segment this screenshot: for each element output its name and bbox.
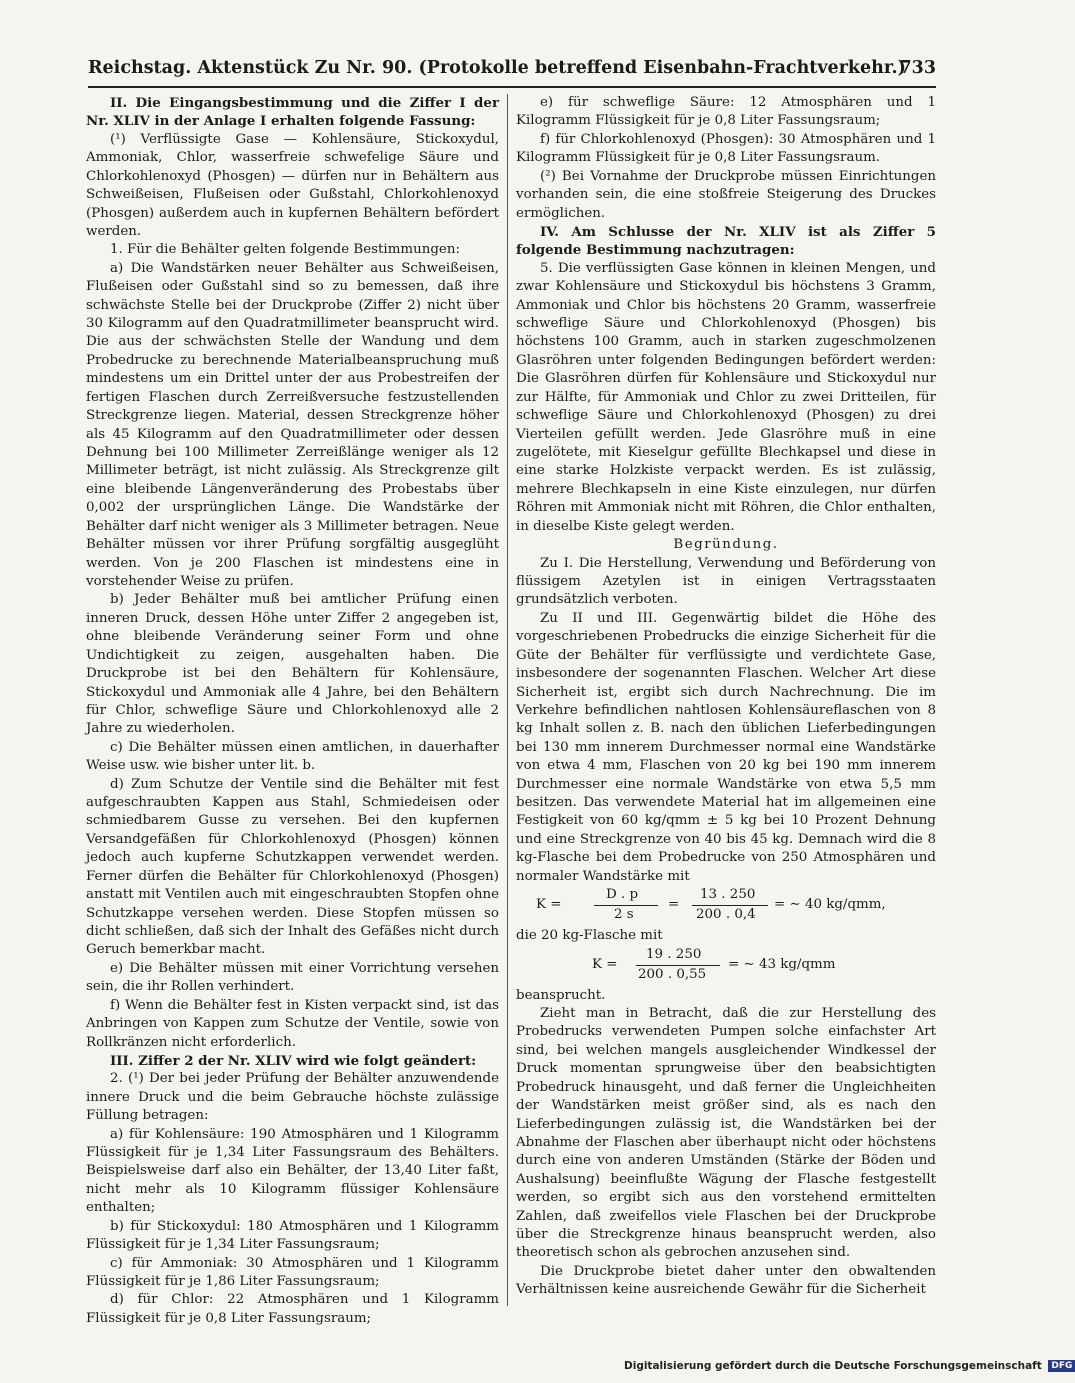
formula-denominator: 200 . 0,4	[696, 907, 756, 923]
left-column	[86, 94, 499, 1328]
section-heading-begruendung: Begründung.	[673, 537, 779, 553]
paragraph: b) für Stickoxydul: 180 Atmosphären und 1 Kilogramm Flüssigkeit für je 1,34 Liter Fassungsraum;	[86, 1218, 499, 1253]
paragraph: Zu I. Die Herstellung, Verwendung und Beförderung von flüssigem Azetylen ist in einigen Vertragsstaaten grundsätzlich verboten.	[516, 555, 936, 608]
paragraph: (²) Bei Vornahme der Druckprobe müssen Einrichtungen vorhanden sein, die eine stoßfreie Steigerung des Druckes ermöglichen.	[516, 168, 936, 221]
formula-denominator: 2 s	[614, 907, 634, 923]
header-rule	[88, 86, 936, 88]
paragraph: e) für schweflige Säure: 12 Atmosphären und 1 Kilogramm Flüssigkeit für je 0,8 Liter Fassungsraum;	[516, 95, 936, 129]
dfg-logo: DFG	[1048, 1360, 1075, 1372]
paragraph: die 20 kg-Flasche mit	[516, 928, 663, 944]
formula-k: K =	[592, 956, 618, 972]
page-header	[88, 58, 936, 86]
section-heading-ii: II. Die Eingangsbestimmung und die Ziffer I der Nr. XLIV in der Anlage I erhalten folgende Fassung:	[86, 95, 499, 130]
paragraph: c) für Ammoniak: 30 Atmosphären und 1 Kilogramm Flüssigkeit für je 1,86 Liter Fassungsraum;	[86, 1255, 499, 1289]
paragraph: Zu II und III. Gegenwärtig bildet die Höhe des vorgeschriebenen Probedrucks die einzige Sicherheit für die Güte der Behälter für verflüssigte und verdichtete Gase, insbesondere der sogenannten Flaschen. Welcher Art diese Sicherheit ist, ergibt sich durch Nachrechnung. Die im Verkehre befindlichen nahtlosen Kohlensäureflaschen von 8 kg Inhalt sollen z. B. nach den üblichen Lieferbedingungen bei 130 mm innerem Durchmesser normal eine Wandstärke von etwa 4 mm, Flaschen von 20 kg bei 190 mm innerem Durchmesser eine normale Wandstärke von etwa 5,5 mm besitzen. Das verwendete Material hat im allgemeinen eine Festigkeit von 60 kg/qmm ± 5 kg bei 10 Prozent Dehnung und eine Streckgrenze von 40 bis 45 kg. Demnach wird die 8 kg-Flasche bei dem Probedrucke von 250 Atmosphären und normaler Wandstärke mit	[516, 610, 936, 884]
paragraph: f) für Chlorkohlenoxyd (Phosgen): 30 Atmosphären und 1 Kilogramm Flüssigkeit für je 0,8 Liter Fassungsraum.	[516, 131, 936, 166]
formula-result: = ∼ 40 kg/qmm,	[774, 897, 886, 913]
formula-k: K =	[536, 897, 562, 913]
funding-notice	[624, 1360, 1073, 1378]
paragraph: b) Jeder Behälter muß bei amtlicher Prüfung einen inneren Druck, dessen Höhe unter Ziffer 2 angegeben ist, ohne bleibende Veränderung seiner Form und ohne Undichtigkeit zu zeigen, ausgehalten haben. Die Druckprobe ist bei den Behältern für Kohlensäure, Stickoxydul und Ammoniak alle 4 Jahre, bei den Behältern für Chlor, schweflige Säure und Chlorkohlenoxyd alle 2 Jahre zu wiederholen.	[86, 592, 499, 737]
paragraph: d) für Chlor: 22 Atmosphären und 1 Kilogramm Flüssigkeit für je 0,8 Liter Fassungsraum;	[86, 1292, 499, 1326]
column-divider	[507, 94, 508, 1306]
paragraph: f) Wenn die Behälter fest in Kisten verpackt sind, ist das Anbringen von Kappen zum Schutze der Ventile, sowie von Rollkränzen nicht erforderlich.	[86, 997, 499, 1050]
paragraph: 1. Für die Behälter gelten folgende Bestimmungen:	[110, 242, 460, 258]
paragraph: a) für Kohlensäure: 190 Atmosphären und 1 Kilogramm Flüssigkeit für je 1,34 Liter Fassungsraum des Behälters. Beispielsweise darf also ein Behälter, der 13,40 Liter faßt, nicht mehr als 10 Kilogramm flüssiger Kohlensäure enthalten;	[86, 1126, 499, 1216]
formula-20kg	[516, 946, 936, 987]
formula-equals: =	[668, 897, 680, 913]
paragraph: c) Die Behälter müssen einen amtlichen, in dauerhafter Weise usw. wie bisher unter lit. b.	[86, 739, 499, 774]
paragraph: beansprucht.	[516, 987, 606, 1003]
paragraph: e) Die Behälter müssen mit einer Vorrichtung versehen sein, die ihr Rollen verhindert.	[86, 960, 499, 995]
section-heading-iv: IV. Am Schlusse der Nr. XLIV ist als Ziffer 5 folgende Bestimmung nachzutragen:	[516, 223, 936, 259]
formula-numerator: 13 . 250	[700, 887, 756, 903]
formula-denominator: 200 . 0,55	[638, 966, 707, 982]
section-heading-iii: III. Ziffer 2 der Nr. XLIV wird wie folgt geändert:	[110, 1052, 477, 1069]
paragraph: Zieht man in Betracht, daß die zur Herstellung des Probedrucks verwendeten Pumpen solche einfachster Art sind, bei welchen mangels ausgleichender Windkessel der Druck momentan sprungweise über den beabsichtigten Probedruck hinausgeht, und daß ferner die Ungleichheiten der Wandstärken meist größer sind, als es nach den Lieferbedingungen zulässig ist, die Wandstärken bei der Abnahme der Flaschen aber überhaupt nicht oder höchstens durch eine von anderen Umständen (Stärke der Böden und Aushalsung) beeinflußte Wägung der Flasche festgestellt werden, so ergibt sich aus den vorstehend ermittelten Zahlen, daß zweifellos viele Flaschen bei der Druckprobe über die Streckgrenze hinaus beansprucht werden, also theoretisch schon als gebrochen anzusehen sind.	[516, 1005, 936, 1261]
funding-text: Digitalisierung gefördert durch die Deutsche Forschungsgemeinschaft	[624, 1360, 1042, 1372]
paragraph: Die Druckprobe bietet daher unter den obwaltenden Verhältnissen keine ausreichende Gewähr für die Sicherheit	[516, 1263, 936, 1298]
running-title: Reichstag. Aktenstück Zu Nr. 90. (Protokolle betreffend Eisenbahn-Frachtverkehr.)	[88, 58, 906, 78]
paragraph: a) Die Wandstärken neuer Behälter aus Schweißeisen, Flußeisen oder Gußstahl sind so zu bemessen, daß ihre schwächste Stelle bei der Druckprobe (Ziffer 2) nicht über 30 Kilogramm auf den Quadratmillimeter beansprucht wird. Die aus der schwächsten Stelle der Wandung und dem Probedrucke zu berechnende Materialbeanspruchung muß mindestens um ein Drittel unter der aus Probestreifen der fertigen Flaschen durch Zerreißversuche festzustellenden Streckgrenze liegen. Material, dessen Streckgrenze höher als 45 Kilogramm auf den Quadratmillimeter oder dessen Dehnung bei 100 Millimeter Zerreißlänge weniger als 12 Millimeter beträgt, ist nicht zulässig. Als Streckgrenze gilt eine bleibende Längenveränderung des Probestabs über 0,002 der ursprünglichen Länge. Die Wandstärke der Behälter darf nicht weniger als 3 Millimeter betragen. Neue Behälter müssen vor ihrer Prüfung sorgfältig ausgeglüht werden. Von je 200 Flaschen ist mindestens eine in vorstehender Weise zu prüfen.	[86, 260, 499, 589]
formula-numerator: 19 . 250	[646, 946, 702, 962]
right-column	[516, 94, 936, 1300]
paragraph: (¹) Verflüssigte Gase — Kohlensäure, Stickoxydul, Ammoniak, Chlor, wasserfreie schwefelige Säure und Chlorkohlenoxyd (Phosgen) — dürfen nur in Behältern aus Schweißeisen, Flußeisen oder Gußstahl, Chlorkohlenoxyd (Phosgen) außerdem auch in kupfernen Behältern befördert werden.	[86, 131, 499, 239]
formula-8kg	[516, 886, 936, 927]
paragraph: 2. (¹) Der bei jeder Prüfung der Behälter anzuwendende innere Druck und die beim Gebrauche höchste zulässige Füllung betragen:	[86, 1071, 499, 1124]
formula-numerator: D . p	[606, 887, 639, 903]
page-number: 733	[899, 58, 936, 78]
formula-result: = ∼ 43 kg/qmm	[728, 956, 836, 972]
paragraph: d) Zum Schutze der Ventile sind die Behälter mit fest aufgeschraubten Kappen aus Stahl, Schmiedeisen oder schmiedbarem Gusse zu versehen. Bei den kupfernen Versandgefäßen für Chlorkohlenoxyd (Phosgen) können jedoch auch kupferne Schutzkappen verwendet werden. Ferner dürfen die Behälter für Chlorkohlenoxyd (Phosgen) anstatt mit Ventilen auch mit eingeschraubten Stopfen ohne Schutzkappe versehen werden. Diese Stopfen müssen so dicht schließen, daß sich der Inhalt des Gefäßes nicht durch Geruch bemerkbar macht.	[86, 776, 499, 958]
paragraph: 5. Die verflüssigten Gase können in kleinen Mengen, und zwar Kohlensäure und Stickoxydul bis höchstens 3 Gramm, Ammoniak und Chlor bis höchstens 20 Gramm, wasserfreie schweflige Säure und Chlorkohlenoxyd (Phosgen) bis höchstens 100 Gramm, auch in starken zugeschmolzenen Glasröhren unter folgenden Bedingungen befördert werden: Die Glasröhren dürfen für Kohlensäure und Stickoxydul nur zur Hälfte, für Ammoniak und Chlor zu zwei Dritteilen, für schweflige Säure und Chlorkohlenoxyd (Phosgen) zu drei Vierteilen gefüllt werden. Jede Glasröhre muß in eine zugelötete, mit Kieselgur gefüllte Blechkapsel und diese in eine starke Holzkiste verpackt werden. Es ist zulässig, mehrere Blechkapseln in eine Kiste einzulegen, nur dürfen Röhren mit Ammoniak nicht mit Röhren, die Chlor enthalten, in dieselbe Kiste gelegt werden.	[516, 260, 936, 534]
